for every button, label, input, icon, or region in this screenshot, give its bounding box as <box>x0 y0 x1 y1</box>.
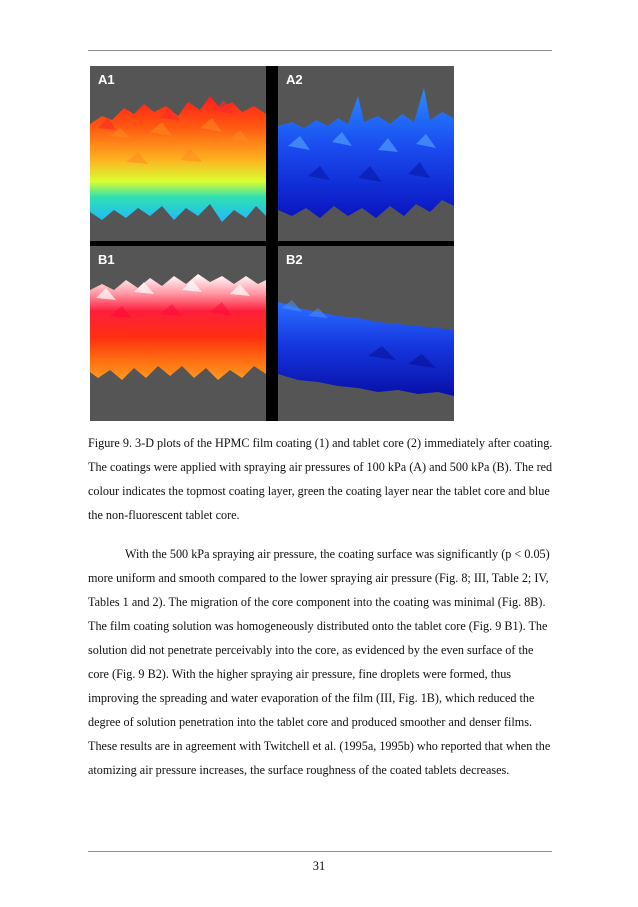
page-number: 31 <box>312 859 326 873</box>
footer-rule <box>88 851 552 852</box>
surface-plot-b2 <box>278 246 454 421</box>
panel-label-a1: A1 <box>98 72 115 87</box>
surface-plot-b1 <box>90 246 266 421</box>
panel-label-a2: A2 <box>286 72 303 87</box>
panel-label-b2: B2 <box>286 252 303 267</box>
surface-plot-a2 <box>278 66 454 241</box>
panel-label-b1: B1 <box>98 252 115 267</box>
body-paragraph: With the 500 kPa spraying air pressure, the coating surface was significantly (p < 0.05) more uniform and smooth compared to the lower spraying air pressure (Fig. 8; III, Table 2; IV, Tables 1 and 2). The migration of the core component into the coating was minimal (Fig. 8B). The film coating solution was homogeneously distributed onto the tablet core (Fig. 9 B1). The solution did not penetrate perceivably into the core, as evidenced by the even surface of the core (Fig. 9 B2). With the higher spraying air pressure, fine droplets were formed, thus improving the spreading and water evaporation of the film (III, Fig. 1B), which reduced the degree of solution penetration into the tablet core and produced smoother and denser films. These results are in agreement with Twitchell et al. (1995a, 1995b) who reported that when the atomizing air pressure increases, the surface roughness of the coated tablets decreases. <box>88 547 551 777</box>
panel-b2 <box>278 246 454 421</box>
panel-a1 <box>90 66 266 241</box>
header-rule <box>88 50 552 51</box>
figure-caption: Figure 9. 3-D plots of the HPMC film coating (1) and tablet core (2) immediately after coating. The coatings were applied with spraying air pressures of 100 kPa (A) and 500 kPa (B). The red colour indicates the topmost coating layer, green the coating layer near the tablet core and blue the non-fluorescent tablet core. <box>88 436 553 522</box>
panel-a2 <box>278 66 454 241</box>
surface-plot-a1 <box>90 66 266 241</box>
figure-3d-plots <box>90 66 454 421</box>
panel-b1 <box>90 246 266 421</box>
